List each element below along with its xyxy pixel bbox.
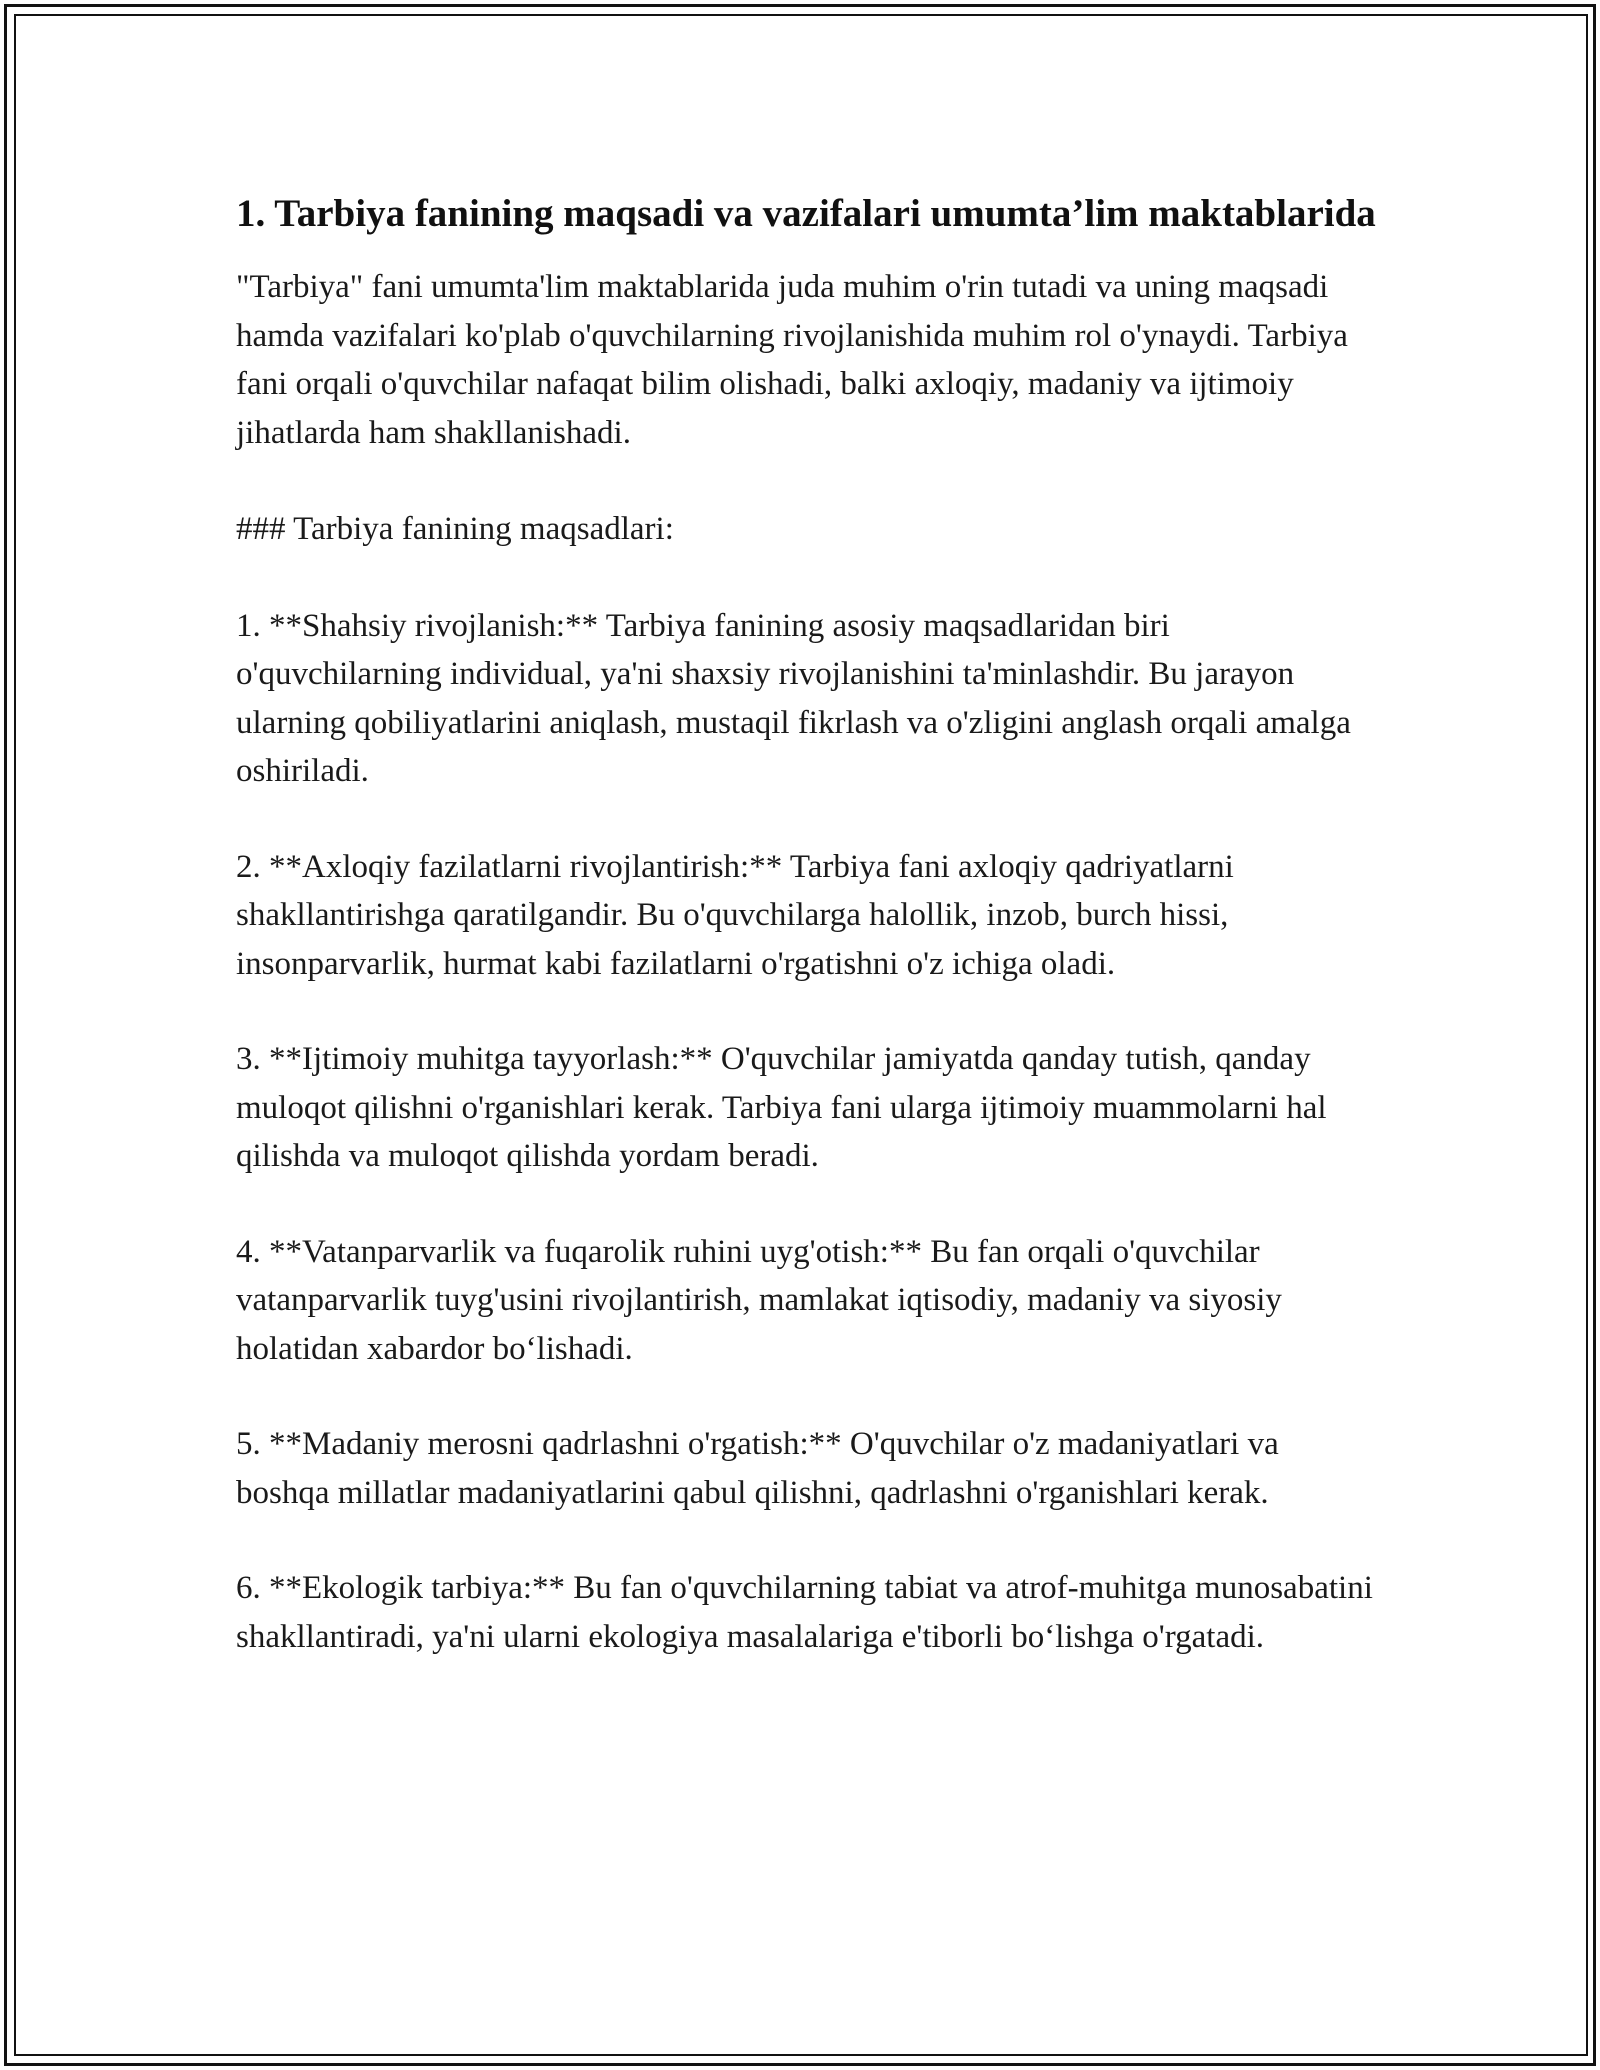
list-item-2: 2. **Axloqiy fazilatlarni rivojlantirish:** Tarbiya fani axloqiy qadriyatlarni shakllantirishga qaratilgandir. Bu o'quvchilarga halollik, inzob, burch hissi, insonparvarlik, hurmat kabi fazilatlarni o'rgatishni o'z ichiga oladi.: [236, 848, 1234, 982]
list-item-1: 1. **Shahsiy rivojlanish:** Tarbiya fanining asosiy maqsadlaridan biri o'quvchilarning individual, ya'ni shaxsiy rivojlanishini ta'minlashdir. Bu jarayon ularning qobiliyatlarini aniqlash, mustaqil fikrlash va o'zligini anglash orqali amalga oshiriladi.: [236, 607, 1351, 789]
list-item-5: 5. **Madaniy merosni qadrlashni o'rgatish:** O'quvchilar o'z madaniyatlari va boshqa millatlar madaniyatlarini qabul qilishni, qadrlashni o'rganishlari kerak.: [236, 1426, 1279, 1511]
document-title: 1. Tarbiya fanining maqsadi va vazifalari umumta’lim maktablarida: [236, 192, 1376, 235]
intro-paragraph: "Tarbiya" fani umumta'lim maktablarida juda muhim o'rin tutadi va uning maqsadi hamda vazifalari ko'plab o'quvchilarning rivojlanishida muhim rol o'ynaydi. Tarbiya fani orqali o'quvchilar nafaqat bilim olishadi, balki axloqiy, madaniy va ijtimoiy jihatlarda ham shakllanishadi.: [236, 269, 1348, 451]
list-item-4: 4. **Vatanparvarlik va fuqarolik ruhini uyg'otish:** Bu fan orqali o'quvchilar vatanparvarlik tuyg'usini rivojlantirish, mamlakat iqtisodiy, madaniy va siyosiy holatidan xabardor bo‘lishadi.: [236, 1233, 1282, 1367]
list-item-6: 6. **Ekologik tarbiya:** Bu fan o'quvchilarning tabiat va atrof-muhitga munosabatini shakllantiradi, ya'ni ularni ekologiya masalalariga e'tiborli bo‘lishga o'rgatadi.: [236, 1570, 1373, 1655]
document-body: [236, 186, 1376, 1708]
section-heading: ### Tarbiya fanining maqsadlari:: [236, 511, 674, 547]
list-item-3: 3. **Ijtimoiy muhitga tayyorlash:** O'quvchilar jamiyatda qanday tutish, qanday muloqot qilishni o'rganishlari kerak. Tarbiya fani ularga ijtimoiy muammolarni hal qilishda va muloqot qilishda yordam beradi.: [236, 1041, 1327, 1174]
